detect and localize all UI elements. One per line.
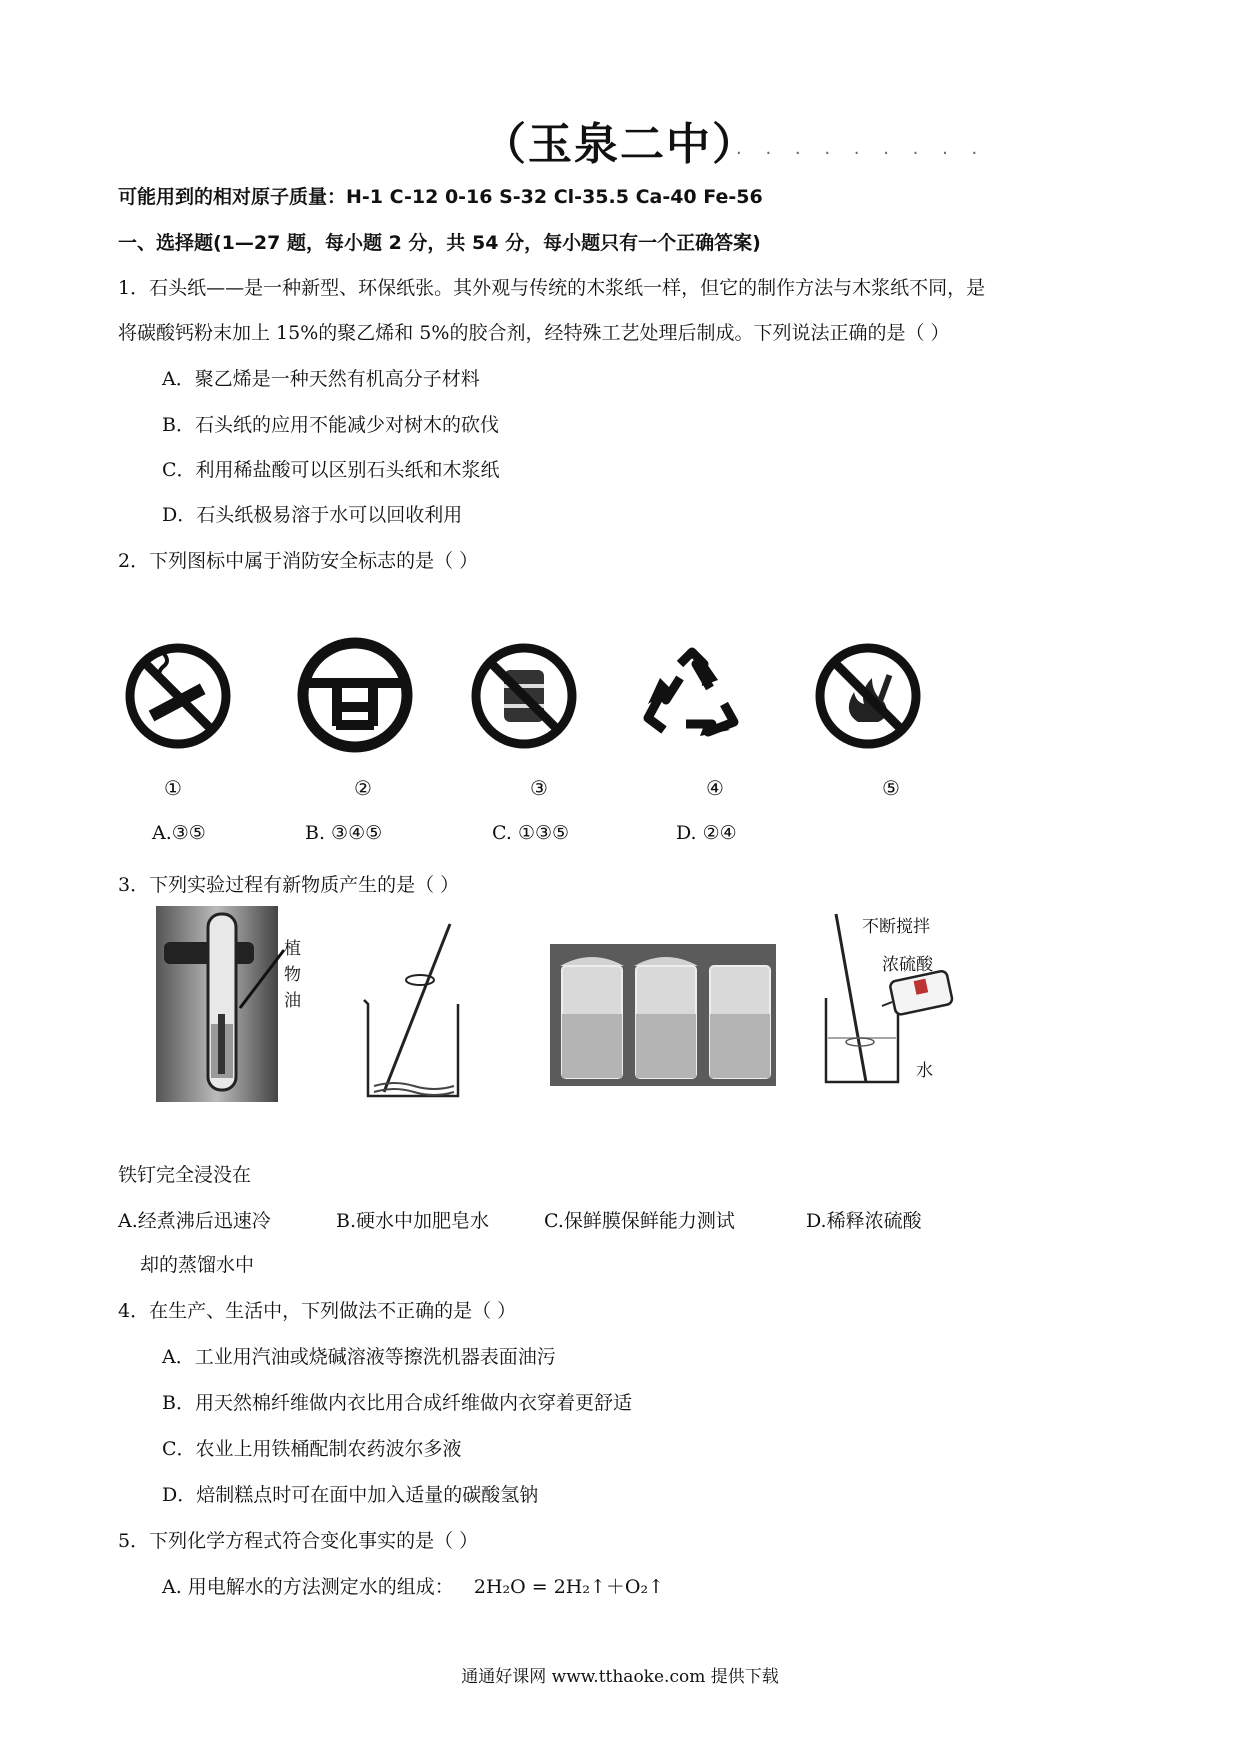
recycle-icon — [638, 644, 746, 748]
q2-answer-c: C. ①③⑤ — [492, 822, 570, 844]
beaker-stirring-figure — [354, 920, 474, 1104]
label-oil-3: 油 — [284, 991, 301, 1011]
q5-option-a-equation: 2H₂O = 2H₂↑＋O₂↑ — [473, 1576, 665, 1598]
q4-stem: 4．在生产、生活中，下列做法不正确的是（ ） — [118, 1300, 517, 1322]
q4-option-b: B．用天然棉纤维做内衣比用合成纤维做内衣穿着更舒适 — [162, 1392, 632, 1414]
no-open-flame-icon — [812, 640, 924, 752]
icon-number-2: ② — [354, 776, 372, 800]
icon-number-4: ④ — [706, 776, 724, 800]
atomic-masses: 可能用到的相对原子质量：H-1 C-12 0-16 S-32 Cl-35.5 Ca-40 Fe-56 — [118, 186, 763, 208]
q3-answer-a: A.经煮沸后迅速冷 — [118, 1210, 271, 1232]
label-stir: 不断搅拌 — [862, 917, 930, 937]
no-oil-drum-icon — [468, 640, 580, 752]
q1-option-a: A．聚乙烯是一种天然有机高分子材料 — [162, 368, 480, 390]
label-water: 水 — [916, 1061, 933, 1081]
q3-answer-c: C.保鲜膜保鲜能力测试 — [544, 1210, 735, 1232]
q2-answer-a: A.③⑤ — [152, 822, 206, 844]
label-oil-2: 物 — [284, 965, 301, 985]
icon-number-1: ① — [164, 776, 182, 800]
q4-option-d: D．焙制糕点时可在面中加入适量的碳酸氢钠 — [162, 1484, 539, 1506]
gas-station-symbol-icon — [296, 636, 414, 754]
q5-option-a-text: A. 用电解水的方法测定水的组成： — [162, 1576, 454, 1598]
q3-extra-line: 铁钉完全浸没在 — [118, 1164, 252, 1186]
no-smoking-icon — [122, 640, 234, 752]
q2-stem: 2．下列图标中属于消防安全标志的是（ ） — [118, 550, 479, 572]
icon-number-5: ⑤ — [882, 776, 900, 800]
q3-answer-a-cont: 却的蒸馏水中 — [140, 1254, 255, 1276]
q3-answer-d: D.稀释浓硫酸 — [806, 1210, 922, 1232]
icon-number-3: ③ — [530, 776, 548, 800]
q1-stem-line1: 1．石头纸——是一种新型、环保纸张。其外观与传统的木浆纸一样，但它的制作方法与木浆纸不同，是 — [118, 277, 986, 299]
q2-answer-b: B. ③④⑤ — [305, 822, 383, 844]
q1-option-d: D．石头纸极易溶于水可以回收利用 — [162, 504, 463, 526]
q1-option-b: B．石头纸的应用不能减少对树木的砍伐 — [162, 414, 499, 436]
q5-stem: 5．下列化学方程式符合变化事实的是（ ） — [118, 1530, 479, 1552]
label-acid: 浓硫酸 — [882, 955, 933, 975]
footer-source: 通通好课网 www.tthaoke.com 提供下载 — [461, 1667, 779, 1687]
q3-answer-b: B.硬水中加肥皂水 — [336, 1210, 490, 1232]
page-title: （玉泉二中） — [482, 119, 758, 170]
title-dots: . . . . . . . . . — [736, 138, 987, 159]
section-heading: 一、选择题(1—27 题，每小题 2 分，共 54 分，每小题只有一个正确答案) — [118, 232, 761, 254]
q1-option-c: C．利用稀盐酸可以区别石头纸和木浆纸 — [162, 459, 500, 481]
q5-option-a — [162, 1572, 664, 1599]
q4-option-c: C．农业上用铁桶配制农药波尔多液 — [162, 1438, 462, 1460]
label-oil-1: 植 — [284, 939, 301, 959]
q3-stem: 3．下列实验过程有新物质产生的是（ ） — [118, 874, 460, 896]
q2-answer-d: D. ②④ — [676, 822, 737, 844]
three-glasses-photo — [550, 944, 776, 1086]
q4-option-a: A．工业用汽油或烧碱溶液等擦洗机器表面油污 — [162, 1346, 556, 1368]
q1-stem-line2: 将碳酸钙粉末加上 15%的聚乙烯和 5%的胶合剂，经特殊工艺处理后制成。下列说法正确的是（ ） — [118, 322, 950, 344]
